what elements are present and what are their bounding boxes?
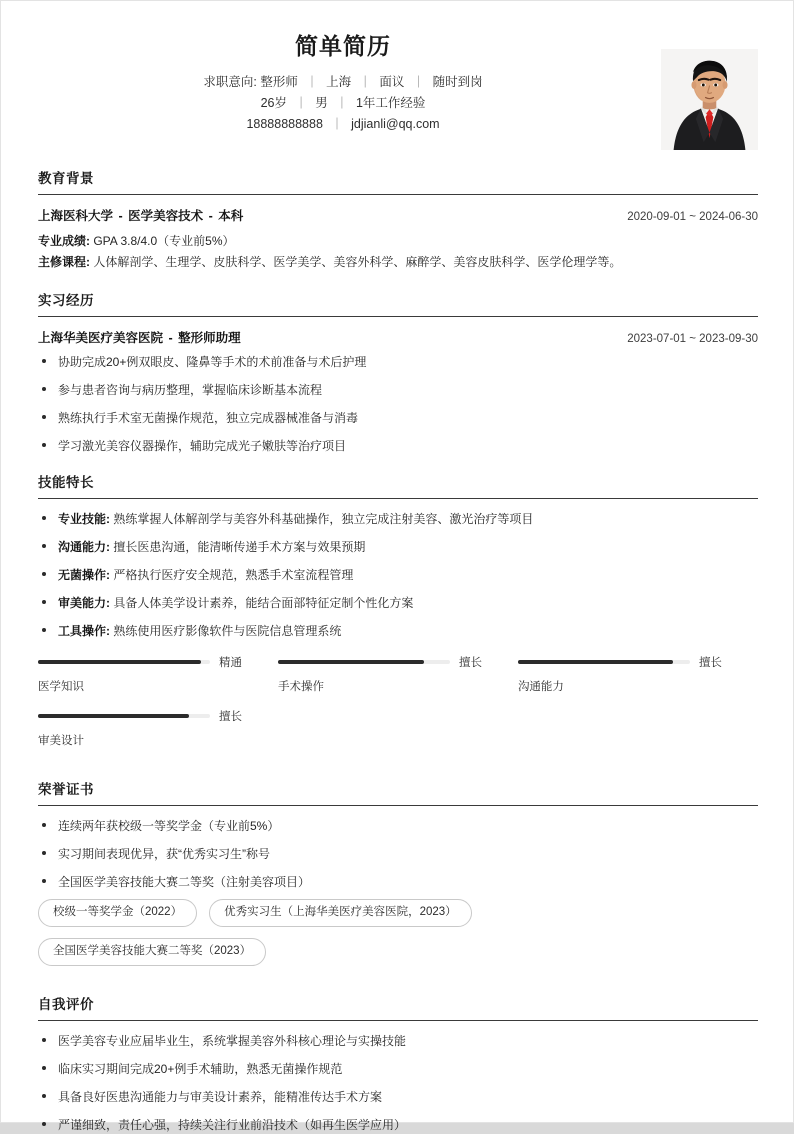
skill-bar-row [38,654,252,670]
skill-bar-fill [38,714,189,718]
section-divider [38,316,758,317]
list-item: 实习期间表现优异，获“优秀实习生”称号 [38,845,758,863]
section-honors [38,778,758,977]
skill-bar-item [518,654,758,694]
list-item [38,538,758,556]
skill-bar-track [518,660,690,664]
section-skills [38,471,758,762]
list-item [38,510,758,528]
separator-icon: | [299,94,303,109]
internship-company: 上海华美医疗美容医院 [38,331,164,345]
basics-line [38,94,648,112]
list-item: 全国医学美容技能大赛二等奖（注射美容项目） [38,873,758,891]
education-entry [38,206,758,273]
skill-bar-track [278,660,450,664]
skill-bar-row [278,654,492,670]
skill-bar-level: 擅长 [219,711,242,723]
skill-bar-fill [38,660,201,664]
education-date: 2020-09-01 ~ 2024-06-30 [627,211,758,223]
basics-gender: 男 [315,95,328,110]
contact-email: jdjianli@qq.com [351,116,440,131]
skill-text: 擅长医患沟通，能清晰传递手术方案与效果预期 [113,540,366,554]
list-item: 具备良好医患沟通能力与审美设计素养，能精准传达手术方案 [38,1088,758,1106]
skill-bar-item [278,654,518,694]
skill-bar-level: 擅长 [458,657,482,669]
skills-bullet-list [38,510,758,640]
internship-entry [38,328,758,455]
skill-bar-group [38,654,758,762]
honor-tag[interactable]: 优秀实习生（上海华美医疗美容医院，2023） [209,899,472,927]
education-major: 医学美容技术 [128,209,204,223]
skill-bar-level: 擅长 [698,657,722,669]
education-gpa-label: 专业成绩: [38,234,90,248]
header-center-block [38,33,758,133]
internship-entry-header [38,328,758,346]
skill-bar-item [38,708,278,748]
education-courses-label: 主修课程: [38,255,90,269]
honor-tag-group [38,899,678,977]
skill-label: 专业技能: [58,512,110,526]
avatar [661,49,758,150]
list-item [38,594,758,612]
section-divider [38,194,758,195]
skill-bar-label: 审美设计 [38,735,84,747]
education-courses-value: 人体解剖学、生理学、皮肤科学、医学美学、美容外科学、麻醉学、美容皮肤科学、医学伦理学等。 [93,255,622,269]
list-item: 参与患者咨询与病历整理，掌握临床诊断基本流程 [38,381,758,399]
skill-bar-track [38,660,210,664]
list-item: 连续两年获校级一等奖学金（专业前5%） [38,817,758,835]
education-courses-row [38,252,758,273]
section-title-internship: 实习经历 [38,293,94,308]
internship-entry-title [38,328,241,346]
education-school: 上海医科大学 [38,209,114,223]
basics-age: 26岁 [260,95,287,110]
list-item: 严谨细致，责任心强，持续关注行业前沿技术（如再生医学应用） [38,1116,758,1134]
resume-header [38,33,758,151]
self-evaluation-bullet-list [38,1032,758,1134]
education-entry-header [38,206,758,224]
list-item: 协助完成20+例双眼皮、隆鼻等手术的术前准备与术后护理 [38,353,758,371]
section-title-education: 教育背景 [38,171,94,186]
portrait-illustration-icon [661,49,758,150]
skill-label: 沟通能力: [58,540,110,554]
section-title-honors: 荣誉证书 [38,782,94,797]
skill-label: 工具操作: [58,624,110,638]
skill-bar-level: 精通 [219,657,242,669]
education-degree: 本科 [218,209,244,223]
education-gpa-value: GPA 3.8/4.0（专业前5%） [93,234,235,248]
separator-icon: | [310,73,314,88]
job-intent-label: 求职意向: [203,74,257,89]
honor-tag[interactable]: 校级一等奖学金（2022） [38,899,197,927]
job-intent-line [38,73,648,91]
contact-phone: 18888888888 [246,116,323,131]
separator-icon: | [416,73,421,88]
dash-separator: - [115,209,127,223]
skill-text: 具备人体美学设计素养，能结合面部特征定制个性化方案 [113,596,414,610]
list-item [38,622,758,640]
section-title-self-evaluation: 自我评价 [38,996,94,1012]
skill-label: 无菌操作: [58,568,110,582]
section-self-evaluation [38,993,758,1134]
honor-tag[interactable]: 全国医学美容技能大赛二等奖（2023） [38,938,266,966]
list-item: 学习激光美容仪器操作，辅助完成光子嫩肤等治疗项目 [38,437,758,455]
job-intent-city: 上海 [326,74,352,89]
skill-bar-item [38,654,278,694]
section-divider [38,1020,758,1021]
skill-bar-row [38,708,252,724]
section-divider [38,805,758,806]
section-divider [38,498,758,499]
education-entry-title [38,206,243,224]
job-intent-position: 整形师 [260,74,298,89]
section-internship [38,289,758,455]
list-item: 医学美容专业应届毕业生，系统掌握美容外科核心理论与实操技能 [38,1032,758,1050]
skill-text: 熟练掌握人体解剖学与美容外科基础操作，独立完成注射美容、激光治疗等项目 [113,512,534,526]
separator-icon: | [363,73,367,88]
skill-text: 熟练使用医疗影像软件与医院信息管理系统 [113,624,342,638]
list-item: 临床实习期间完成20+例手术辅助，熟悉无菌操作规范 [38,1060,758,1078]
section-title-skills: 技能特长 [38,475,94,490]
education-gpa-row [38,231,758,252]
skill-label: 审美能力: [58,596,110,610]
job-intent-availability: 随时到岗 [432,74,483,89]
dash-separator: - [205,209,217,223]
separator-icon: | [335,115,339,130]
honors-bullet-list [38,817,758,891]
dash-separator: - [165,331,177,345]
internship-date: 2023-07-01 ~ 2023-09-30 [627,333,758,345]
skill-bar-label: 沟通能力 [517,681,564,693]
list-item: 熟练执行手术室无菌操作规范，独立完成器械准备与消毒 [38,409,758,427]
section-education [38,167,758,273]
skill-bar-label: 手术操作 [277,681,324,693]
basics-experience: 1年工作经验 [355,95,426,110]
separator-icon: | [340,94,344,109]
list-item [38,566,758,584]
contact-line [38,115,648,133]
internship-bullet-list [38,353,758,455]
resume-sheet [10,7,786,1132]
skill-bar-track [38,714,210,718]
skill-bar-fill [518,660,673,664]
skill-bar-fill [278,660,424,664]
skill-bar-label: 医学知识 [38,681,84,693]
job-intent-salary: 面议 [379,74,405,89]
skill-bar-row [518,654,732,670]
skill-text: 严格执行医疗安全规范，熟悉手术室流程管理 [113,568,354,582]
page-title: 简单简历 [295,33,391,59]
internship-role: 整形师助理 [178,331,241,345]
